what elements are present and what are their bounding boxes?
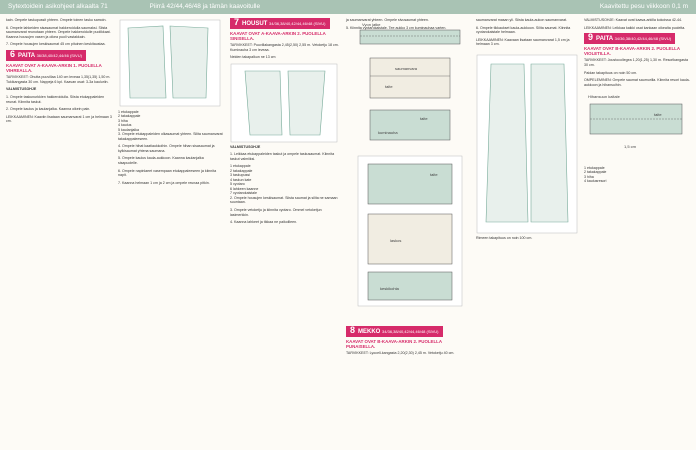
legend-item: 2 takakappale	[230, 168, 253, 173]
text: ja saumanvarat yhteen. Ompele sivusaumat yhteen.	[346, 18, 429, 22]
text: LEIKKAAMINEN: Kaaviin lisataan saumanvarat 1 cm ja helmaan 3 cm.	[6, 114, 112, 124]
column-6	[584, 18, 690, 184]
text: 7. Kaanna helmaan 1 cm ja 2 cm ja ompele reunaa pitkin.	[118, 180, 210, 185]
legend-item: 1 etukappale	[584, 165, 605, 170]
label-kuminauha: kuminauha	[378, 130, 398, 135]
legend	[118, 110, 224, 133]
pattern-heading-8: 8 MEKKO 34/36,38/40,42/44,46/48 (SIVU)	[346, 326, 443, 337]
text: 1. Ompele taskunurkkien hakkeroidulla. Siista etukappaleiden reunat. Kiinnita taskut.	[6, 94, 105, 104]
legend-item: 7 vyotarokaistale	[230, 191, 257, 196]
label-laskos: laskos	[390, 238, 402, 243]
section-title: VALMISTUSOHJE	[6, 87, 37, 92]
header-mid: Piirrä 42/44,46/48 ja tämän kaavoitulle	[149, 3, 261, 10]
label-hihansuu: Hihansuun kaitale	[588, 94, 620, 100]
text: TARVIKKEET: Ohutta puuvillaa 140 cm leveaa 1,35(1,35) 1,50 m. Tukikangasta 30 cm. Nappeja 6 kpl. Kaavan osat: 3-3a kauluriin.	[6, 75, 111, 84]
header-right: Kaavitettu pesu viikkoon 0,1 m	[599, 3, 688, 10]
label-keskikohta: keskikohta	[380, 286, 399, 291]
legend-item: 2 takakappale	[118, 114, 141, 119]
text: VALMISTUSOHJE: Kaavat ovat kaava-arkilla kokoissa 42-44.	[584, 18, 683, 22]
dress-pattern-diagram	[476, 54, 578, 234]
legend-item: 1 etukappale	[118, 109, 139, 114]
text: 2. Ompele housujen keskisaumat. Siista saumat ja silita ne samaan suuntaan.	[230, 195, 338, 205]
text: 2. Ompele kaulus ja kaulanjalka. Kaanna oikein pain.	[6, 107, 91, 112]
waistband-diagram	[340, 18, 470, 146]
caption: Rimeen takapituus on noin 100 cm.	[476, 235, 533, 240]
text: 5. Kiinnita vyotarokaistale. Tee aukko 3 cm kuminauhaa varten.	[346, 25, 447, 30]
text: 6. Ompele tikkaukset kaula-aukkoon. Silita saumat. Kiinnita vyotarokaistale helmaan.	[476, 25, 571, 35]
pattern-subtitle: KAAVAT OVAT A-KAAVA-ARKIN 1. PUOLELLA VIHREALLA.	[6, 62, 102, 73]
text: 4. Ompele hihat kaatiaukkoihin. Ompele hihan sisasaumat ja kylkisaumat yhtena saumana.	[118, 144, 215, 153]
column-3	[230, 18, 340, 228]
text: 6. Ompele lahkeiden sisasaumat hakkeroidulla saumaksi. Siista saumanvarat reunotaan yhteen. Ompele hakkeroidulle puolikkaat. Kaanna housujen vasen ja oikea puoli vastakkain.	[6, 25, 111, 39]
legend-item: 4 kaulus	[118, 123, 132, 128]
top-header-bar	[0, 0, 696, 14]
pattern-heading-7: 7 HOUSUT 34/36,38/40,42/44,46/48 (SIVU)	[230, 18, 330, 29]
text: LEIKKAAMINEN: Leikkaa kaikki osat kankaan oikealta puolelta.	[584, 25, 686, 30]
legend-item: 5 kaulanjalka	[118, 127, 139, 132]
dress-detail-diagram	[340, 150, 470, 320]
legend	[584, 166, 690, 184]
text: LEIKKAAMINEN: Kaavaan lisataan saumanvarat 1,5 cm ja helmaan 3 cm.	[476, 37, 570, 47]
label-taite: taite	[385, 84, 393, 89]
text: OMPELEMINEN: Ompele saumat saumurilla. Kiinnita resori kaula-aukkoon ja hihansuihin.	[584, 78, 690, 87]
text: 1. Leikkaa etukappaleiden taskut ja ompele taskusaumat. Kiinnita taskut valmiiksi.	[230, 152, 335, 161]
column-5	[476, 18, 580, 243]
column-2	[118, 18, 224, 188]
legend-item: 4 kaulusresori	[584, 179, 607, 184]
legend-item: 6 lahkeen kaanne	[230, 186, 259, 191]
text: kain. Ompele taskupussit yhteen. Ompele toinen tasku samoin.	[6, 18, 107, 22]
section-title: VALMISTUSOHJE	[230, 144, 261, 149]
legend	[230, 164, 340, 196]
caption: Neiden takapalkun ne 13 cm	[230, 55, 276, 60]
text: TARVIKKEET: Puuvillakangasta 2,45(2,50) 2,55 m. Vetoketju 18 cm. Kuminauha 3 cm leveaa.	[230, 43, 339, 52]
legend-item: 5 vyotaro	[230, 182, 245, 187]
label-taite-2: taite	[420, 116, 428, 121]
pattern-heading-6: 6 PAITA 36/38,40/42,44/46 (SIVU)	[6, 50, 86, 61]
label-taite: taite	[654, 112, 662, 118]
text: 5. Ompele kaulus kaula-aukkoon. Kaanna kaulanjalka sisapuolelle.	[118, 156, 204, 166]
pattern-heading-9: 9 PAITA 34/36,38/40,42/44,46/48 (SIVU)	[584, 33, 675, 44]
label-saumanvara: saumanvara	[395, 66, 418, 71]
text: TARVIKKEET: Joustocollegea 1,20(1,25) 1,30 m. Resorikangasta 30 cm.	[584, 58, 688, 67]
text: TARVIKKEET: Lyocell-kangasta 2,20(2,30) 2,45 m. Vetoketju 40 cm.	[346, 351, 455, 356]
trousers-pattern-diagram	[230, 63, 338, 143]
text: 7. Ompele housujen keskisaumat 45 cm pituinen keskitaustaa.	[6, 42, 106, 47]
cuff-diagram	[584, 90, 688, 164]
pattern-subtitle: KAAVAT OVAT B-KAAVA-ARKIN 2. PUOLELLA PUNAISELLA.	[346, 339, 442, 349]
legend-item: 3 hiha	[584, 174, 594, 179]
text: 3. Ompele etukappaleiden olkasaumat yhteen. Silita saumanvarat takakappaleeseen.	[118, 132, 223, 141]
caption: Paidan takapituus on noin 50 cm.	[584, 70, 638, 75]
legend-item: 2 takakappale	[584, 170, 607, 175]
pattern-subtitle: KAAVAT OVAT B-KAAVA-ARKIN 2. PUOLELLA VIOLETILLA.	[584, 46, 680, 56]
legend-item: 4 taskun kate	[230, 177, 252, 182]
header-left: Sytextoidein asikohjeet alkaalta 71	[8, 3, 108, 10]
label-vyon-jatke: Vyon jatke	[362, 22, 381, 27]
legend-item: 3 hiha	[118, 118, 128, 123]
text: 4. Kaanna lahkeet ja tikkaa ne paikoilleen.	[230, 220, 298, 225]
legend-item: 3 taskupussi	[230, 173, 250, 178]
column-4-bottom	[346, 326, 470, 359]
legend-item: 1 etukappale	[230, 164, 251, 169]
label-measure: 1,5 cm	[624, 144, 637, 150]
text: saumanvarat masan yli. Siista kaula-aukon saumanvarat.	[476, 18, 568, 22]
shirt-pattern-diagram	[118, 18, 222, 108]
text: 6. Ompele napinlaeet vasempaan etukappaleeseen ja kiinnita napit.	[118, 168, 217, 178]
column-1	[6, 18, 114, 127]
label-taite: taite	[430, 172, 438, 177]
text: 3. Ompele vetoketju ja kiinnita vyotaro. Ommel vetoketjun lasimerkkin.	[230, 208, 322, 217]
pattern-subtitle: KAAVAT OVAT A-KAAVA-ARKIN 2. PUOLELLA SINISELLA.	[230, 31, 326, 41]
